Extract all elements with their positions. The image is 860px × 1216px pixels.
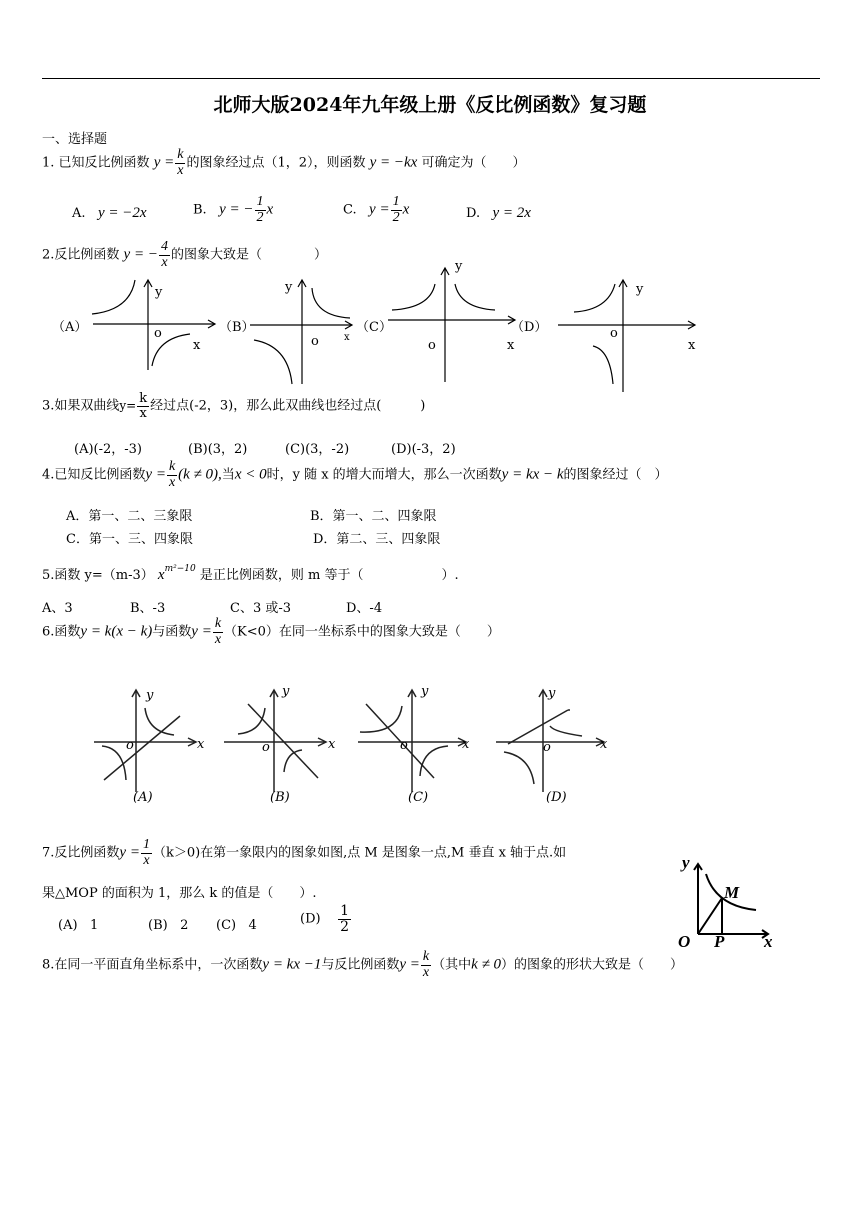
q7-p-label: P bbox=[714, 932, 725, 950]
q5-option-b[interactable]: B、-3 bbox=[130, 601, 166, 616]
q1-option-c[interactable]: C. y = $\frac{1}{2}$ x bbox=[343, 194, 410, 225]
axis-y-label: y bbox=[455, 259, 463, 274]
page-title: 北师大版2024年九年级上册《反比例函数》复习题 bbox=[213, 94, 647, 116]
q7-m-label: M bbox=[724, 883, 740, 902]
question-7: 7.反比例函数y = $\frac{1}{x}$ （k＞0)在第一象限内的图象如图,点 M 是图象一点,M 垂直 x 轴于点.如 bbox=[42, 837, 567, 868]
axis-x-label: x bbox=[688, 338, 696, 353]
q4-option-b[interactable]: B．第一、二、四象限 bbox=[310, 509, 437, 524]
q6-label-d[interactable]: (D) bbox=[546, 790, 567, 805]
q7-y-label: y bbox=[682, 853, 690, 872]
origin-label: o bbox=[262, 740, 270, 755]
q7-option-a[interactable]: (A) 1 bbox=[58, 918, 99, 933]
question-5: 5.函数 y=（m-3） $x^{m^2-10}$ 是正比例函数，则 m 等于（ ）. bbox=[42, 564, 459, 583]
q4-option-c[interactable]: C．第一、三、四象限 bbox=[66, 532, 193, 547]
axis-y-label: y bbox=[421, 684, 429, 699]
q3-option-d[interactable]: (D)(-3，2) bbox=[391, 442, 456, 457]
q2-label-b[interactable]: （B） bbox=[219, 320, 255, 335]
q3-option-a[interactable]: (A)(-2，-3) bbox=[74, 442, 143, 457]
question-7-line2: 果△MOP 的面积为 1，那么 k 的值是（ ）. bbox=[42, 886, 317, 901]
q5-option-d[interactable]: D、-4 bbox=[346, 601, 383, 616]
axis-y-label: y bbox=[285, 280, 293, 295]
q1-option-a[interactable]: A. y = −2x bbox=[72, 205, 147, 221]
q7-option-d[interactable]: (D) $\frac{1}{2}$ bbox=[300, 903, 350, 935]
q7-option-b[interactable]: (B) 2 bbox=[148, 918, 189, 933]
q1-option-b[interactable]: B. y = − $\frac{1}{2}$ x bbox=[193, 194, 274, 225]
axis-y-label: y bbox=[155, 285, 163, 300]
q6-label-b[interactable]: (B) bbox=[270, 790, 290, 805]
axis-x-label: x bbox=[507, 338, 515, 353]
origin-label: o bbox=[126, 738, 134, 753]
origin-label: o bbox=[428, 338, 436, 353]
q7-figure bbox=[676, 850, 786, 950]
question-4: 4.已知反比例函数y = $\frac{k}{x}$ (k ≠ 0),当x < 0时，y 随 x 的增大而增大，那么一次函数y = kx − k的图象经过（ ） bbox=[42, 459, 668, 490]
origin-label: o bbox=[610, 326, 618, 341]
q2-label-a[interactable]: （A） bbox=[52, 320, 88, 335]
origin-label: o bbox=[400, 738, 408, 753]
q4-option-d[interactable]: D．第二、三、四象限 bbox=[313, 532, 441, 547]
axis-y-label: y bbox=[282, 684, 290, 699]
axis-x-label: x bbox=[193, 338, 201, 353]
q7-o-label: O bbox=[678, 932, 691, 950]
question-6: 6.函数y = k(x − k)与函数y = $\frac{k}{x}$ （K<0）在同一坐标系中的图象大致是（ ） bbox=[42, 616, 500, 647]
origin-label: o bbox=[543, 740, 551, 755]
question-8: 8.在同一平面直角坐标系中，一次函数y = kx −1与反比例函数y = $\frac{k}{x}$ （其中k ≠ 0）的图象的形状大致是（ ） bbox=[42, 949, 684, 980]
axis-x-label: x bbox=[600, 737, 608, 752]
question-3: 3.如果双曲线y= $\frac{k}{x}$ 经过点(-2，3)，那么此双曲线也经过点( ) bbox=[42, 391, 426, 421]
origin-label: o bbox=[311, 334, 319, 349]
axis-x-label: x bbox=[328, 737, 336, 752]
axis-y-label: y bbox=[548, 686, 556, 701]
question-1: 1. 已知反比例函数 y = $\frac{k}{x}$ 的图象经过点（1，2），则函数 y = −kx 可确定为（ ） bbox=[42, 147, 526, 178]
section-heading: 一、选择题 bbox=[42, 132, 108, 147]
q6-label-c[interactable]: (C) bbox=[408, 790, 429, 805]
q4-option-a[interactable]: A．第一、二、三象限 bbox=[66, 509, 193, 524]
q7-x-label: x bbox=[764, 932, 773, 950]
q3-option-c[interactable]: (C)(3，-2) bbox=[285, 442, 350, 457]
axis-y-label: y bbox=[636, 282, 644, 297]
q3-option-b[interactable]: (B)(3，2) bbox=[188, 442, 248, 457]
origin-label: o bbox=[154, 326, 162, 341]
axis-x-label: x bbox=[462, 737, 470, 752]
header-rule bbox=[42, 78, 820, 79]
question-2: 2.反比例函数 y = − $\frac{4}{x}$ 的图象大致是（ ） bbox=[42, 239, 327, 270]
q7-option-c[interactable]: (C) 4 bbox=[216, 918, 257, 933]
q5-option-a[interactable]: A、3 bbox=[42, 601, 73, 616]
axis-y-label: y bbox=[146, 688, 154, 703]
q5-option-c[interactable]: C、3 或-3 bbox=[230, 601, 292, 616]
axis-x-label: x bbox=[197, 737, 205, 752]
q1-option-d[interactable]: D. y = 2x bbox=[466, 205, 531, 221]
q6-label-a[interactable]: (A) bbox=[133, 790, 153, 805]
axis-x-label: x bbox=[344, 332, 350, 343]
fraction-k-over-x: $\frac{k}{x}$ bbox=[177, 147, 184, 178]
q2-label-c[interactable]: （C） bbox=[356, 320, 392, 335]
q2-label-d[interactable]: （D） bbox=[511, 320, 548, 335]
